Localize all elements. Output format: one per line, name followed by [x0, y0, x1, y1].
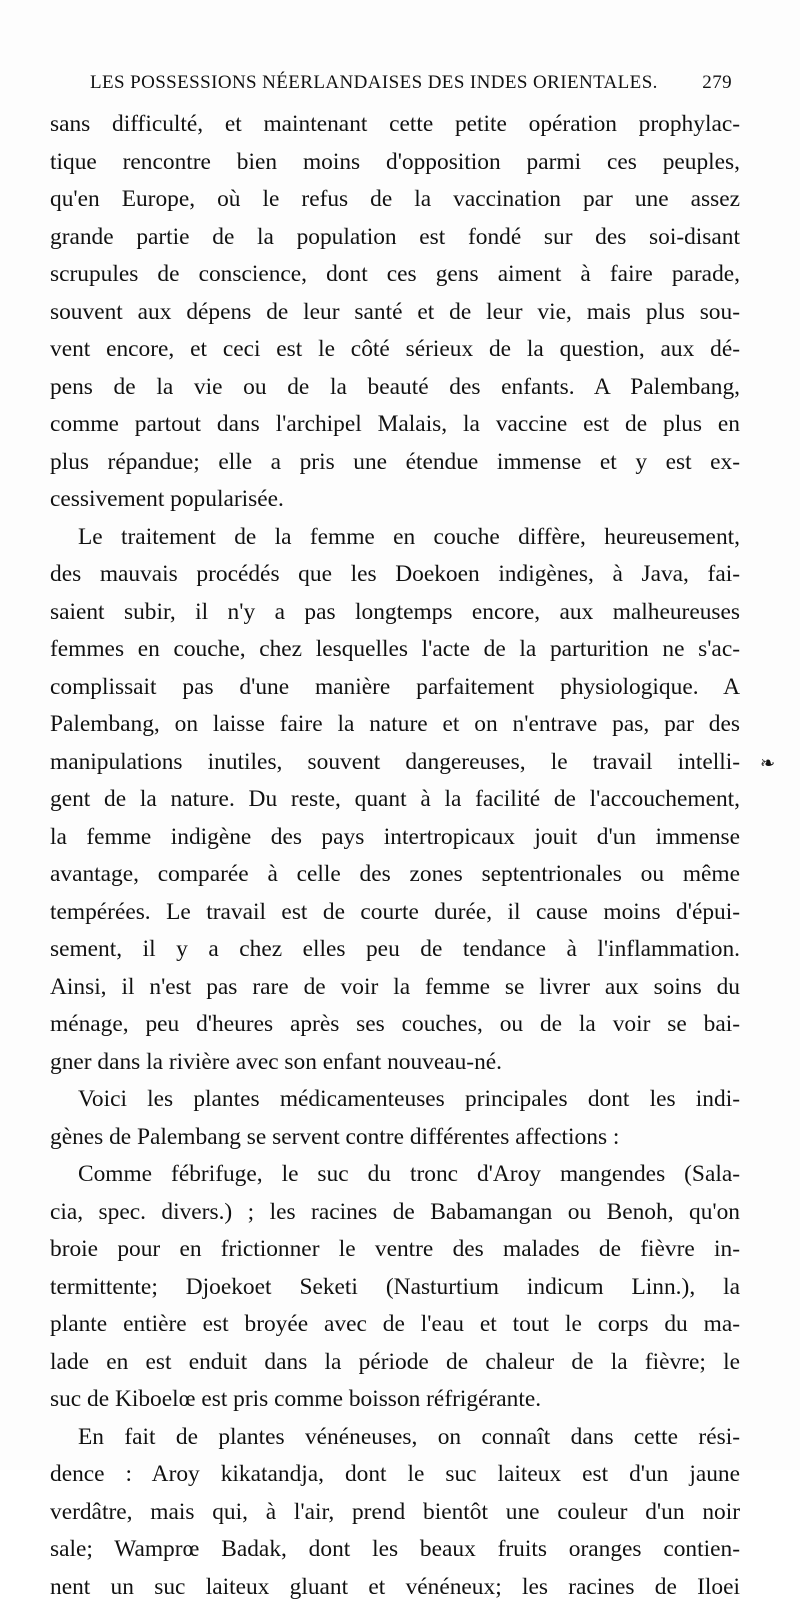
- text-line: verdâtre, mais qui, à l'air, prend bientôt une couleur d'un noir: [50, 1494, 740, 1532]
- text-line: tique rencontre bien moins d'opposition parmi ces peuples,: [50, 144, 740, 182]
- text-line: ménage, peu d'heures après ses couches, ou de la voir se bai-: [50, 1006, 740, 1044]
- text-line: sans difficulté, et maintenant cette petite opération prophylac-: [50, 106, 740, 144]
- text-line: comme partout dans l'archipel Malais, la vaccine est de plus en: [50, 406, 740, 444]
- text-line: qu'en Europe, où le refus de la vaccination par une assez: [50, 181, 740, 219]
- text-line: sement, il y a chez elles peu de tendance à l'inflammation.: [50, 931, 740, 969]
- text-line: sale; Wamprœ Badak, dont les beaux fruits oranges contien-: [50, 1531, 740, 1569]
- text-line: plante entière est broyée avec de l'eau et tout le corps du ma-: [50, 1306, 740, 1344]
- text-line: nent un suc laiteux gluant et vénéneux; les racines de Iloei: [50, 1569, 740, 1606]
- text-line: grande partie de la population est fondé sur des soi-disant: [50, 219, 740, 257]
- text-line: suc de Kiboelœ est pris comme boisson réfrigérante.: [50, 1381, 740, 1419]
- running-header: [90, 72, 732, 94]
- text-line: Ainsi, il n'est pas rare de voir la femme se livrer aux soins du: [50, 969, 740, 1007]
- margin-mark: ❧: [760, 753, 775, 774]
- text-line: plus répandue; elle a pris une étendue immense et y est ex-: [50, 444, 740, 482]
- text-line: lade en est enduit dans la période de chaleur de la fièvre; le: [50, 1344, 740, 1382]
- text-line: la femme indigène des pays intertropicaux jouit d'un immense: [50, 819, 740, 857]
- text-line: saient subir, il n'y a pas longtemps encore, aux malheureuses: [50, 594, 740, 632]
- text-line: termittente; Djoekoet Seketi (Nasturtium indicum Linn.), la: [50, 1269, 740, 1307]
- text-line: manipulations inutiles, souvent dangereuses, le travail intelli-: [50, 744, 740, 782]
- text-line: des mauvais procédés que les Doekoen indigènes, à Java, fai-: [50, 556, 740, 594]
- text-line: dence : Aroy kikatandja, dont le suc laiteux est d'un jaune: [50, 1456, 740, 1494]
- text-line: broie pour en frictionner le ventre des malades de fièvre in-: [50, 1231, 740, 1269]
- text-line: En fait de plantes vénéneuses, on connaît dans cette rési-: [50, 1419, 740, 1457]
- text-line: complissait pas d'une manière parfaitement physiologique. A: [50, 669, 740, 707]
- page-number: 279: [702, 72, 732, 94]
- text-line: Voici les plantes médicamenteuses principales dont les indi-: [50, 1081, 740, 1119]
- text-line: femmes en couche, chez lesquelles l'acte de la parturition ne s'ac-: [50, 631, 740, 669]
- text-line: gent de la nature. Du reste, quant à la facilité de l'accouchement,: [50, 781, 740, 819]
- text-line: pens de la vie ou de la beauté des enfants. A Palembang,: [50, 369, 740, 407]
- text-line: scrupules de conscience, dont ces gens aiment à faire parade,: [50, 256, 740, 294]
- text-line: Le traitement de la femme en couche diffère, heureusement,: [50, 519, 740, 557]
- text-line: avantage, comparée à celle des zones septentrionales ou même: [50, 856, 740, 894]
- running-title: LES POSSESSIONS NÉERLANDAISES DES INDES ORIENTALES.: [90, 72, 658, 93]
- text-line: gènes de Palembang se servent contre différentes affections :: [50, 1119, 740, 1157]
- text-line: vent encore, et ceci est le côté sérieux de la question, aux dé-: [50, 331, 740, 369]
- text-line: Comme fébrifuge, le suc du tronc d'Aroy mangendes (Sala-: [50, 1156, 740, 1194]
- text-line: souvent aux dépens de leur santé et de leur vie, mais plus sou-: [50, 294, 740, 332]
- text-line: tempérées. Le travail est de courte durée, il cause moins d'épui-: [50, 894, 740, 932]
- text-line: gner dans la rivière avec son enfant nouveau-né.: [50, 1044, 740, 1082]
- text-line: cessivement popularisée.: [50, 481, 740, 519]
- text-line: Palembang, on laisse faire la nature et on n'entrave pas, par des: [50, 706, 740, 744]
- text-line: cia, spec. divers.) ; les racines de Babamangan ou Benoh, qu'on: [50, 1194, 740, 1232]
- body-text: [50, 106, 740, 1606]
